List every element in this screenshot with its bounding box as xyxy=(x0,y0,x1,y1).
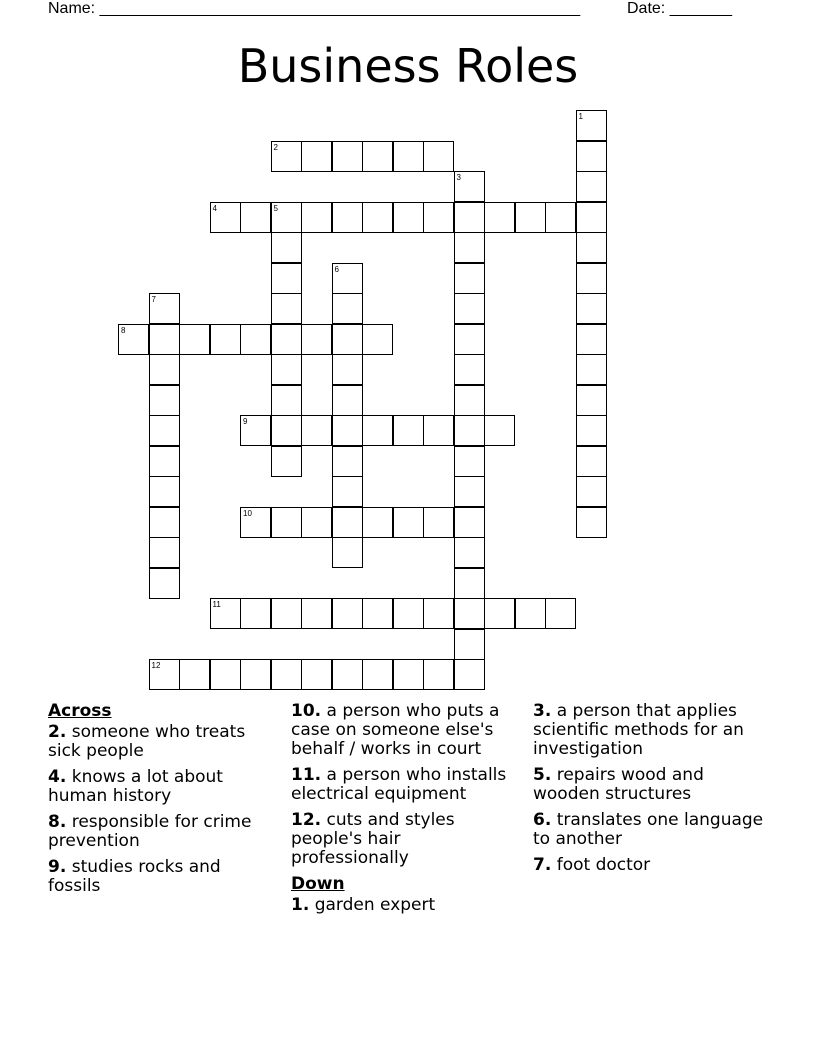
grid-cell[interactable] xyxy=(301,598,332,629)
grid-cell[interactable] xyxy=(332,354,363,385)
grid-cell[interactable] xyxy=(423,598,454,629)
grid-cell[interactable] xyxy=(240,659,271,690)
grid-cell[interactable] xyxy=(362,141,393,172)
grid-cell[interactable] xyxy=(362,659,393,690)
grid-cell[interactable] xyxy=(576,385,607,416)
grid-cell[interactable] xyxy=(271,446,302,477)
grid-cell[interactable] xyxy=(454,354,485,385)
grid-cell[interactable] xyxy=(179,324,210,355)
clue-across-12: 12. cuts and styles people's hair professionally xyxy=(291,810,455,868)
grid-cell[interactable] xyxy=(545,202,576,233)
grid-cell[interactable] xyxy=(301,141,332,172)
grid-cell[interactable] xyxy=(210,659,241,690)
clue-number: 2 xyxy=(273,142,278,152)
grid-cell[interactable] xyxy=(454,293,485,324)
clue-across-10: 10. a person who puts a case on someone else's behalf / works in court xyxy=(291,701,500,759)
grid-cell[interactable] xyxy=(576,141,607,172)
grid-cell[interactable] xyxy=(423,141,454,172)
grid-cell[interactable] xyxy=(576,324,607,355)
grid-cell[interactable] xyxy=(362,598,393,629)
grid-cell[interactable] xyxy=(210,598,241,629)
grid-cell[interactable] xyxy=(240,507,271,538)
clue-number: 7 xyxy=(151,295,156,304)
grid-cell[interactable] xyxy=(423,659,454,690)
grid-cell[interactable] xyxy=(332,202,363,233)
grid-cell[interactable] xyxy=(332,446,363,477)
grid-cell[interactable] xyxy=(576,263,607,294)
clue-down-7: 7. foot doctor xyxy=(533,855,651,875)
grid-cell[interactable] xyxy=(576,232,607,263)
grid-cell[interactable] xyxy=(454,537,485,568)
grid-cell[interactable] xyxy=(454,507,485,538)
grid-cell[interactable] xyxy=(545,598,576,629)
clue-across-4: 4. knows a lot about human history xyxy=(48,767,223,806)
clues-column-3 xyxy=(533,702,768,882)
grid-cell[interactable] xyxy=(149,354,180,385)
grid-cell[interactable] xyxy=(271,415,302,446)
clue-number: 12 xyxy=(151,661,161,670)
clue-across-11: 11. a person who installs electrical equipment xyxy=(291,765,507,804)
grid-cell[interactable] xyxy=(271,324,302,355)
grid-cell[interactable] xyxy=(332,598,363,629)
grid-cell[interactable] xyxy=(454,171,485,202)
grid-cell[interactable] xyxy=(332,507,363,538)
grid-cell[interactable] xyxy=(301,659,332,690)
grid-cell[interactable] xyxy=(240,598,271,629)
grid-cell[interactable] xyxy=(271,659,302,690)
grid-cell[interactable] xyxy=(362,324,393,355)
grid-cell[interactable] xyxy=(149,568,180,599)
grid-cell[interactable] xyxy=(576,476,607,507)
grid-cell[interactable] xyxy=(576,415,607,446)
grid-cell[interactable] xyxy=(454,202,485,233)
clues-column-1 xyxy=(48,702,278,903)
grid-cell[interactable] xyxy=(210,324,241,355)
grid-cell[interactable] xyxy=(576,171,607,202)
grid-cell[interactable] xyxy=(271,263,302,294)
grid-cell[interactable] xyxy=(240,202,271,233)
grid-cell[interactable] xyxy=(332,476,363,507)
date-field[interactable]: Date: _______ xyxy=(627,0,732,17)
grid-cell[interactable] xyxy=(149,507,180,538)
grid-cell[interactable] xyxy=(423,415,454,446)
across-heading: Across xyxy=(48,701,112,721)
clue-down-3: 3. a person that applies scientific methods for an investigation xyxy=(533,701,744,759)
grid-cell[interactable] xyxy=(271,141,302,172)
grid-cell[interactable] xyxy=(118,324,149,355)
grid-cell[interactable] xyxy=(393,507,424,538)
grid-cell[interactable] xyxy=(271,232,302,263)
clue-number: 1 xyxy=(578,112,583,121)
clue-number: 6 xyxy=(334,264,339,274)
grid-cell[interactable] xyxy=(240,324,271,355)
clue-number: 5 xyxy=(273,203,278,213)
clue-down-6: 6. translates one language to another xyxy=(533,810,764,849)
grid-cell[interactable] xyxy=(149,293,180,324)
clue-number: 4 xyxy=(212,203,217,213)
grid-cell[interactable] xyxy=(454,232,485,263)
grid-cell[interactable] xyxy=(149,446,180,477)
grid-cell[interactable] xyxy=(423,507,454,538)
grid-cell[interactable] xyxy=(301,415,332,446)
grid-cell[interactable] xyxy=(332,537,363,568)
grid-cell[interactable] xyxy=(393,598,424,629)
grid-cell[interactable] xyxy=(576,446,607,477)
grid-cell[interactable] xyxy=(454,263,485,294)
grid-cell[interactable] xyxy=(271,293,302,324)
grid-cell[interactable] xyxy=(515,598,546,629)
clue-down-1: 1. garden expert xyxy=(291,895,436,915)
grid-cell[interactable] xyxy=(454,324,485,355)
down-heading: Down xyxy=(291,874,345,894)
grid-cell[interactable] xyxy=(210,202,241,233)
grid-cell[interactable] xyxy=(484,415,515,446)
grid-cell[interactable] xyxy=(332,293,363,324)
clue-number: 10 xyxy=(243,508,252,518)
grid-cell[interactable] xyxy=(362,202,393,233)
grid-cell[interactable] xyxy=(332,324,363,355)
grid-cell[interactable] xyxy=(149,476,180,507)
clue-down-5: 5. repairs wood and wooden structures xyxy=(533,765,704,804)
grid-cell[interactable] xyxy=(393,202,424,233)
grid-cell[interactable] xyxy=(271,598,302,629)
grid-cell[interactable] xyxy=(301,324,332,355)
grid-cell[interactable] xyxy=(301,507,332,538)
grid-cell[interactable] xyxy=(393,659,424,690)
name-field[interactable]: Name: ______________________________________________________ xyxy=(48,0,581,17)
clue-number: 8 xyxy=(121,325,126,335)
grid-cell[interactable] xyxy=(454,629,485,660)
grid-cell[interactable] xyxy=(393,141,424,172)
clues-column-2 xyxy=(291,702,521,922)
page-title: Business Roles xyxy=(237,39,579,93)
grid-cell[interactable] xyxy=(576,507,607,538)
grid-cell[interactable] xyxy=(484,598,515,629)
clue-across-8: 8. responsible for crime prevention xyxy=(48,812,252,851)
clue-number: 9 xyxy=(243,417,248,426)
grid-cell[interactable] xyxy=(271,385,302,416)
grid-cell[interactable] xyxy=(393,415,424,446)
grid-cell[interactable] xyxy=(423,202,454,233)
grid-cell[interactable] xyxy=(576,110,607,141)
grid-cell[interactable] xyxy=(515,202,546,233)
grid-cell[interactable] xyxy=(362,415,393,446)
grid-cell[interactable] xyxy=(576,354,607,385)
clue-across-9: 9. studies rocks and fossils xyxy=(48,857,221,896)
grid-cell[interactable] xyxy=(332,659,363,690)
grid-cell[interactable] xyxy=(484,202,515,233)
grid-cell[interactable] xyxy=(149,385,180,416)
grid-cell[interactable] xyxy=(149,537,180,568)
grid-cell[interactable] xyxy=(240,415,271,446)
grid-cell[interactable] xyxy=(454,446,485,477)
grid-cell[interactable] xyxy=(271,202,302,233)
grid-cell[interactable] xyxy=(362,507,393,538)
grid-cell[interactable] xyxy=(179,659,210,690)
grid-cell[interactable] xyxy=(576,202,607,233)
grid-cell[interactable] xyxy=(332,385,363,416)
grid-cell[interactable] xyxy=(454,476,485,507)
grid-cell[interactable] xyxy=(301,202,332,233)
grid-cell[interactable] xyxy=(454,598,485,629)
grid-cell[interactable] xyxy=(576,293,607,324)
grid-cell[interactable] xyxy=(271,354,302,385)
grid-cell[interactable] xyxy=(454,385,485,416)
clue-across-2: 2. someone who treats sick people xyxy=(48,722,246,761)
grid-cell[interactable] xyxy=(271,507,302,538)
grid-cell[interactable] xyxy=(332,141,363,172)
grid-cell[interactable] xyxy=(149,415,180,446)
clue-number: 11 xyxy=(212,600,221,609)
grid-cell[interactable] xyxy=(454,568,485,599)
grid-cell[interactable] xyxy=(149,324,180,355)
grid-cell[interactable] xyxy=(454,415,485,446)
grid-cell[interactable] xyxy=(149,659,180,690)
grid-cell[interactable] xyxy=(332,415,363,446)
grid-cell[interactable] xyxy=(332,263,363,294)
clue-number: 3 xyxy=(456,173,461,182)
grid-cell[interactable] xyxy=(454,659,485,690)
